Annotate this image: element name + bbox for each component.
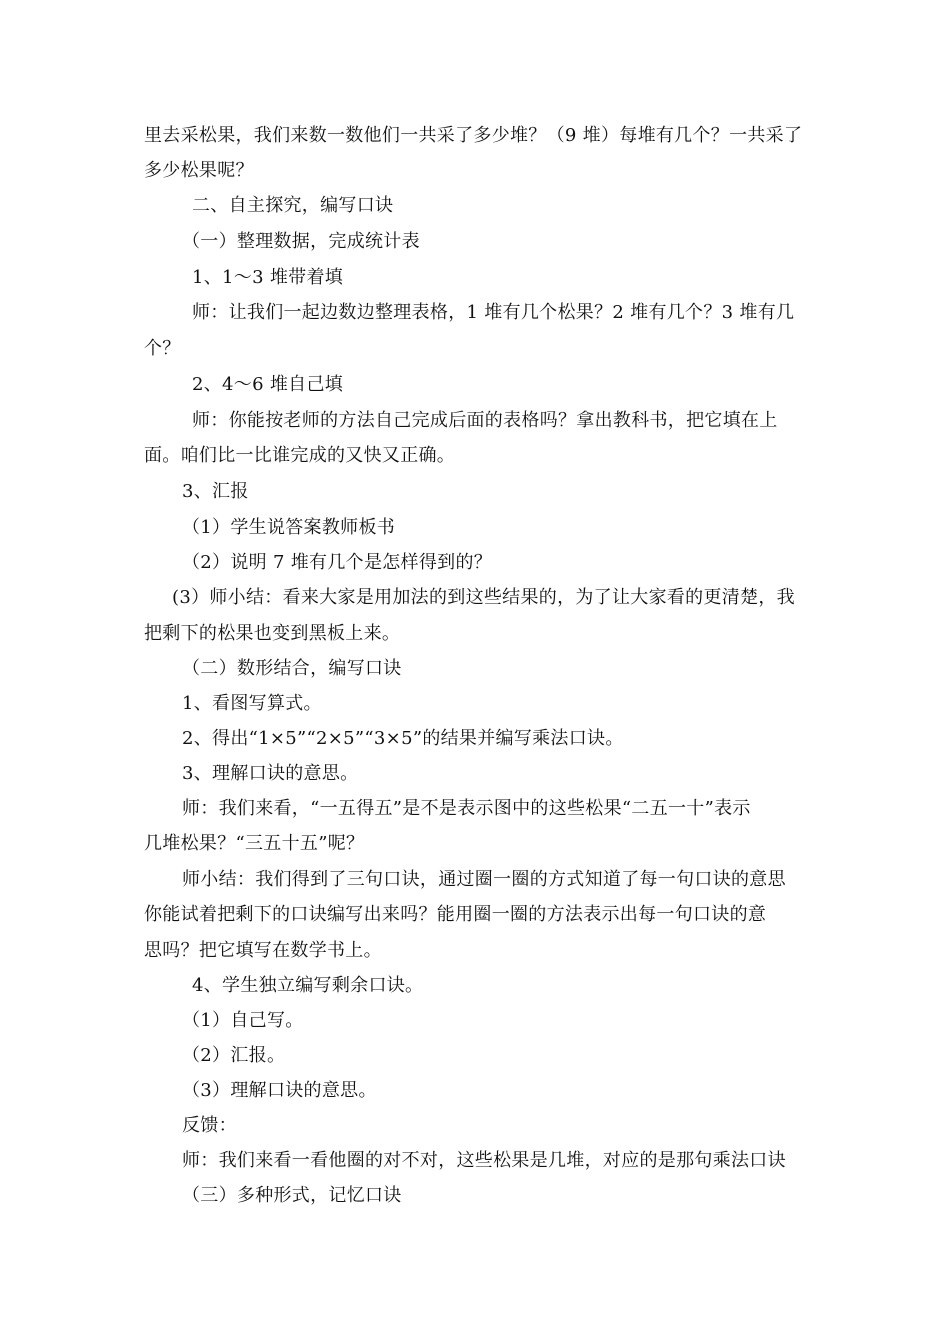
text-line: （3）理解口诀的意思。 (182, 1080, 377, 1101)
section-heading: 二、自主探究，编写口诀 (192, 195, 394, 216)
text-line: 3、理解口诀的意思。 (182, 763, 359, 784)
text-line: 2、得出“1×5”“2×5”“3×5”的结果并编写乘法口诀。 (182, 728, 624, 749)
text-line: 多少松果呢？ (144, 160, 254, 181)
text-line: 1、1～3 堆带着填 (192, 267, 344, 288)
subsection-heading: （三）多种形式，记忆口诀 (182, 1185, 402, 1206)
text-line: 思吗？把它填写在数学书上。 (144, 940, 382, 961)
text-line: 反馈： (182, 1115, 237, 1136)
text-line: 3、汇报 (182, 481, 249, 502)
text-line: (3）师小结：看来大家是用加法的到这些结果的，为了让大家看的更清楚，我 (172, 587, 795, 608)
text-line: 把剩下的松果也变到黑板上来。 (144, 623, 401, 644)
subsection-heading: （一）整理数据，完成统计表 (182, 231, 420, 252)
text-line: 师：我们来看，“一五得五”是不是表示图中的这些松果“二五一十”表示 (182, 798, 751, 819)
text-line: 个？ (144, 338, 181, 359)
text-line: 2、4～6 堆自己填 (192, 374, 344, 395)
text-line: （1）学生说答案教师板书 (182, 517, 396, 538)
text-line: 师：你能按老师的方法自己完成后面的表格吗？拿出教科书，把它填在上 (192, 410, 778, 431)
text-line: 1、看图写算式。 (182, 693, 322, 714)
text-line: （2）说明 7 堆有几个是怎样得到的？ (182, 552, 493, 573)
subsection-heading: （二）数形结合，编写口诀 (182, 658, 402, 679)
text-line: 师：让我们一起边数边整理表格，1 堆有几个松果？2 堆有几个？3 堆有几 (192, 302, 795, 323)
text-line: 里去采松果，我们来数一数他们一共采了多少堆？（9 堆）每堆有几个？一共采了 (144, 125, 803, 146)
text-line: 师小结：我们得到了三句口诀，通过圈一圈的方式知道了每一句口诀的意思 (182, 869, 786, 890)
text-line: （2）汇报。 (182, 1045, 286, 1066)
text-line: 4、学生独立编写剩余口诀。 (192, 975, 424, 996)
text-line: 面。咱们比一比谁完成的又快又正确。 (144, 445, 456, 466)
text-line: 你能试着把剩下的口诀编写出来吗？能用圈一圈的方法表示出每一句口诀的意 (144, 904, 767, 925)
text-line: 师：我们来看一看他圈的对不对，这些松果是几堆，对应的是那句乘法口诀 (182, 1150, 786, 1171)
text-line: 几堆松果？“三五十五”呢？ (144, 833, 365, 854)
text-line: （1）自己写。 (182, 1010, 304, 1031)
